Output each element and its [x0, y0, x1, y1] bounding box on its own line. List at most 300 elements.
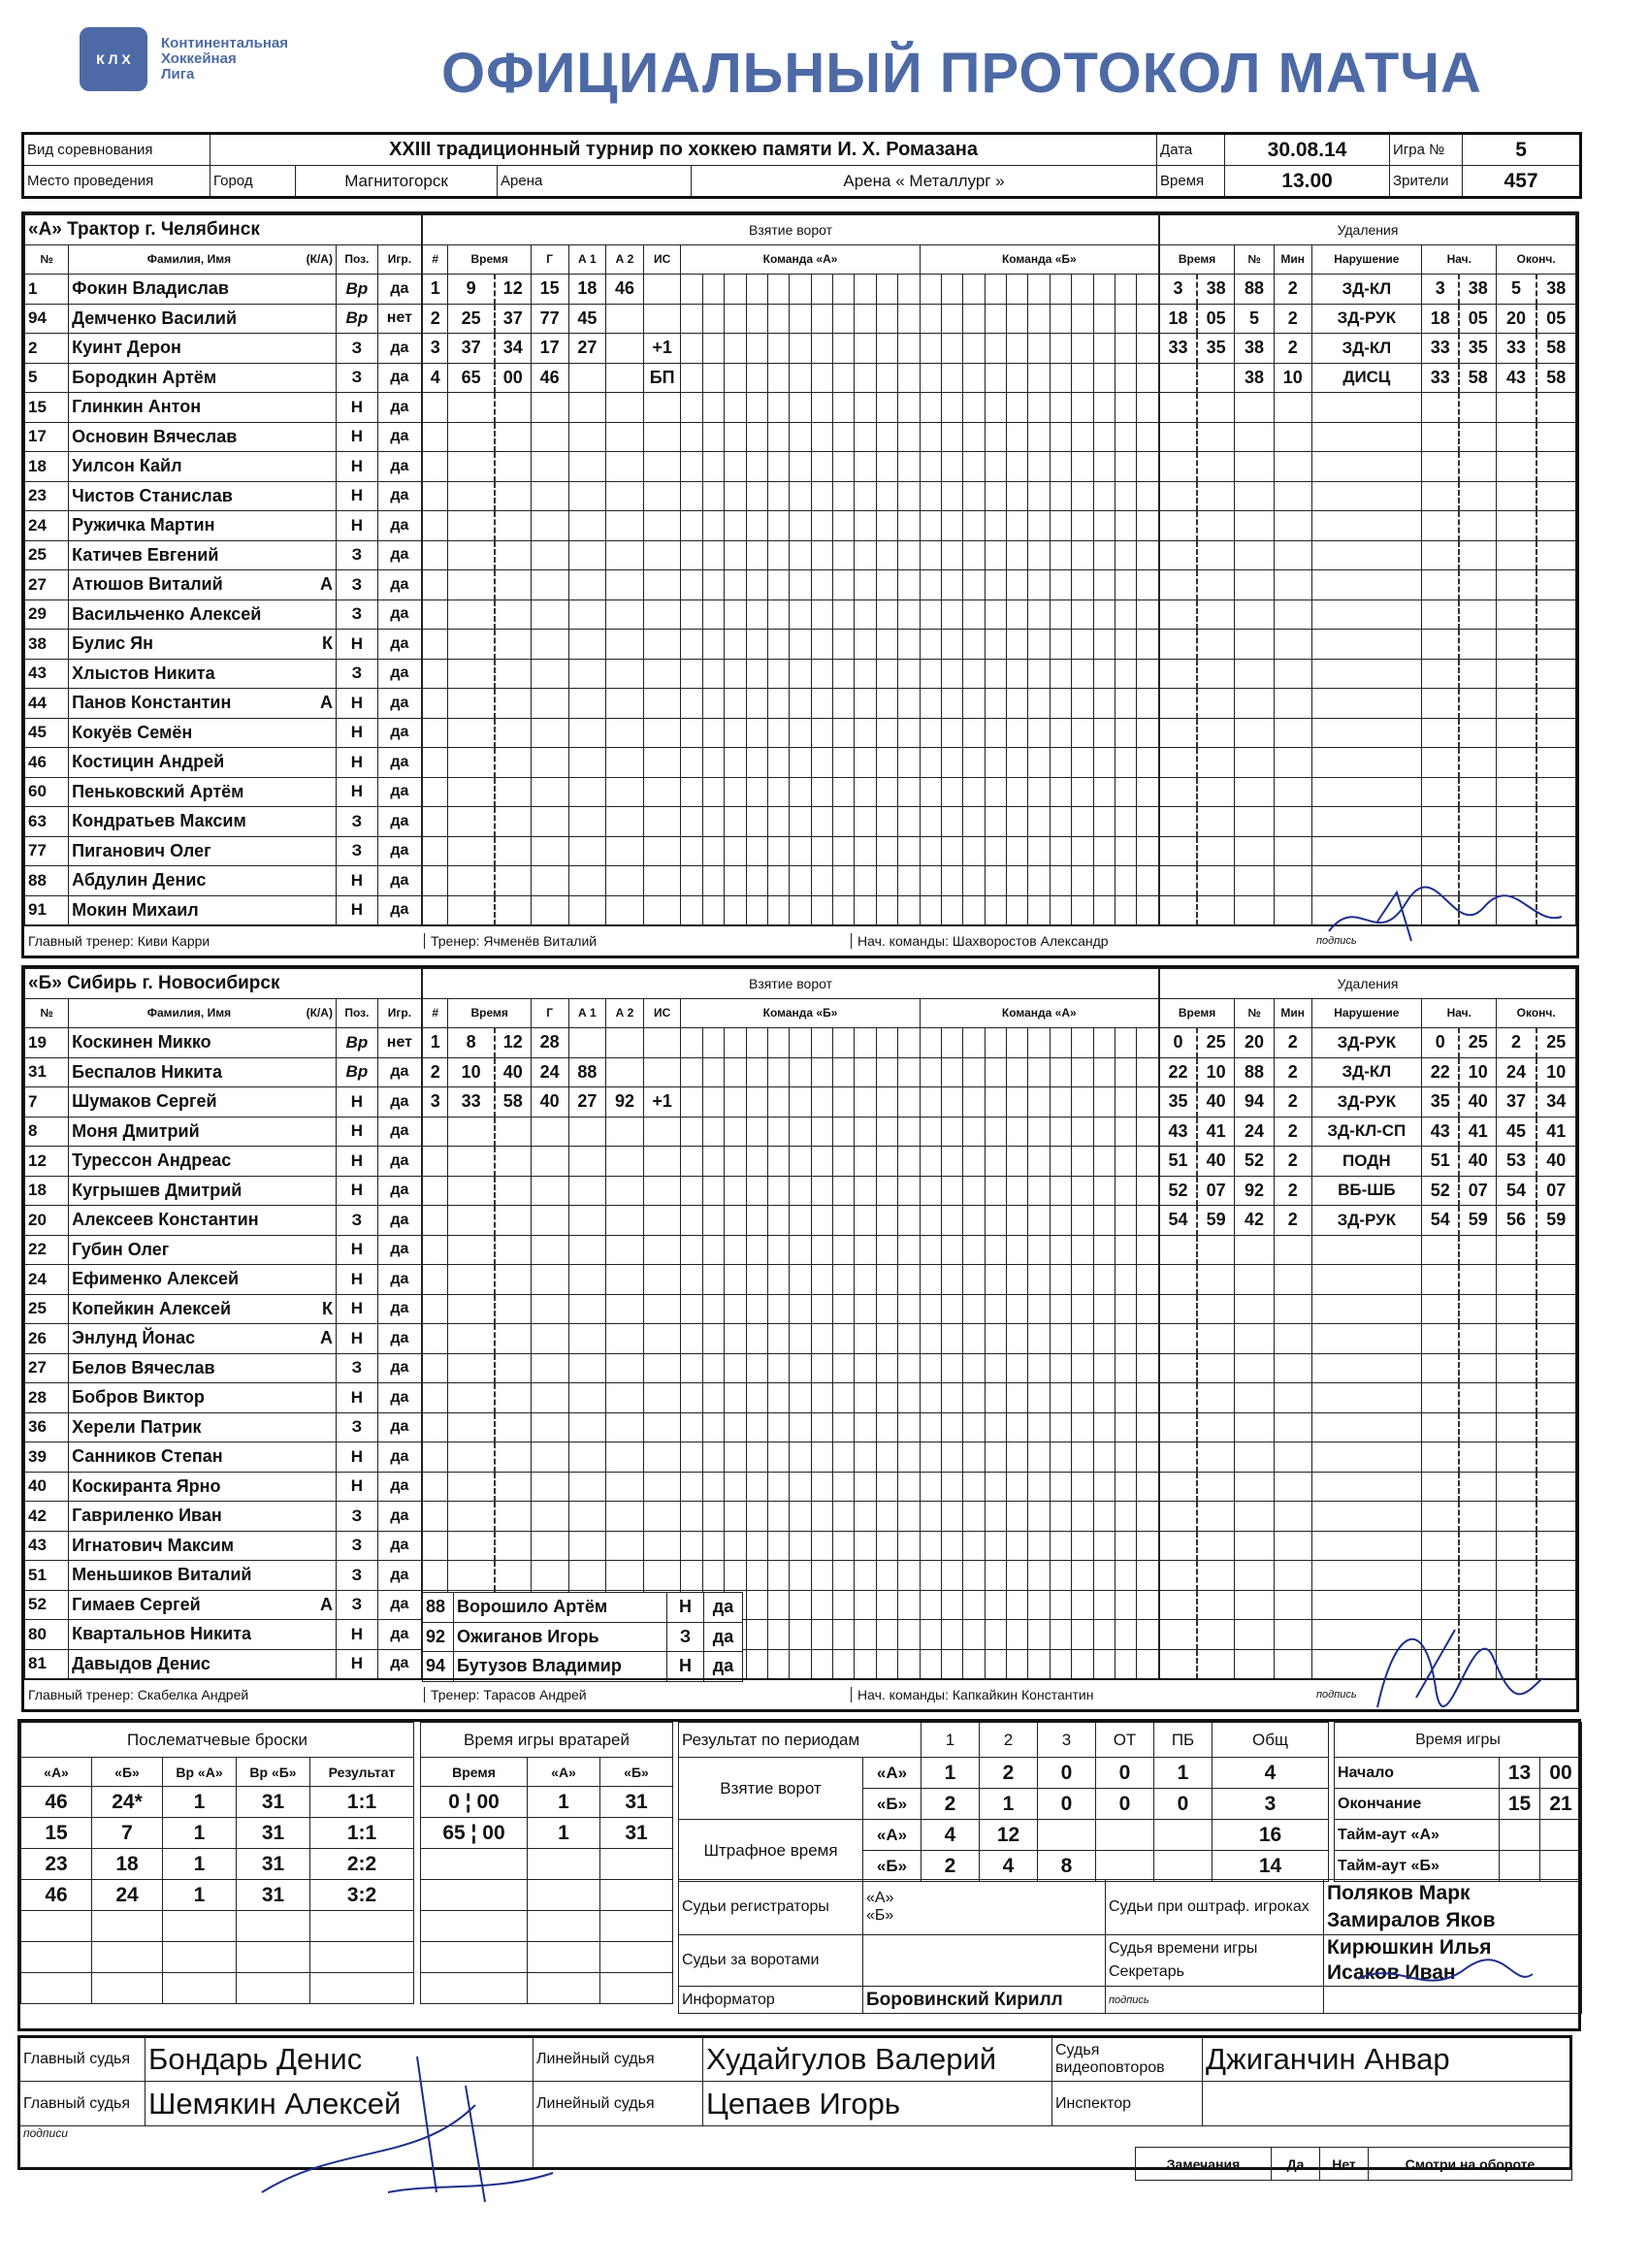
- grid-cell: [767, 1117, 789, 1147]
- grid-cell: [833, 1176, 855, 1206]
- goal-cell: [606, 1324, 644, 1354]
- grid-cell: [898, 1412, 920, 1442]
- penalty-row: [1160, 1087, 1576, 1118]
- grid-cell: [1007, 275, 1028, 305]
- teamB-num-header: №: [25, 998, 69, 1028]
- penalty-row: [1160, 1531, 1576, 1561]
- grid-cell: [681, 1561, 702, 1591]
- penalty-cell: 41: [1459, 1117, 1497, 1147]
- grid-cell: [725, 659, 746, 689]
- penalty-cell: 54: [1422, 1206, 1460, 1236]
- grid-cell: [1050, 689, 1071, 719]
- grid-cell: [920, 630, 941, 660]
- grid-cell: [811, 540, 832, 570]
- player-played: да: [377, 1176, 421, 1206]
- player-name: Белов Вячеслав: [72, 1357, 215, 1377]
- player-number: 81: [25, 1649, 69, 1679]
- grid-cell: [855, 1590, 876, 1620]
- goal-row: [423, 1176, 1159, 1206]
- penalty-cell: [1197, 540, 1235, 570]
- player-position: З: [336, 1590, 377, 1620]
- grid-cell: [725, 304, 746, 334]
- grid-cell: [702, 836, 724, 866]
- goal-cell: 12: [495, 1028, 532, 1058]
- grid-cell: [1115, 1147, 1136, 1177]
- grid-cell: [1115, 1206, 1136, 1236]
- player-name: Копейкин Алексей: [72, 1298, 232, 1318]
- goal-cell: [643, 748, 681, 778]
- period-value: 2: [980, 1758, 1038, 1789]
- player-name-cell: [69, 1353, 337, 1383]
- captain-mark: К: [321, 1298, 333, 1318]
- grid-cell: [1093, 1117, 1115, 1147]
- grid-cell: [790, 689, 811, 719]
- grid-cell: [681, 540, 702, 570]
- grid-cell: [1115, 1294, 1136, 1324]
- grid-cell: [985, 836, 1006, 866]
- grid-cell: [1072, 836, 1093, 866]
- reg-b: «Б»: [866, 1907, 894, 1924]
- penalty-cell: 2: [1274, 1147, 1311, 1177]
- grid-cell: [746, 275, 767, 305]
- video-ref-label: Судья видеоповторов: [1052, 2037, 1203, 2082]
- goalie-time-cell: [421, 1911, 528, 1942]
- penalty-cell: [1235, 1502, 1275, 1532]
- goal-cell: [568, 1383, 606, 1413]
- shootout-cell: 1: [163, 1787, 237, 1818]
- period-value: 12: [980, 1820, 1038, 1851]
- grid-cell: [920, 393, 941, 423]
- shootout-cell: 31: [237, 1849, 310, 1880]
- grid-cell: [855, 807, 876, 837]
- grid-cell: [811, 1472, 832, 1502]
- penalty-cell: [1459, 689, 1497, 719]
- player-position: З: [336, 659, 377, 689]
- grid-cell: [1115, 1028, 1136, 1058]
- player-name-cell: [69, 1057, 337, 1087]
- player-played: да: [377, 1235, 421, 1265]
- grid-cell: [746, 1620, 767, 1650]
- grid-cell: [941, 1265, 962, 1295]
- grid-cell: [985, 866, 1006, 896]
- penalty-cell: [1536, 1353, 1576, 1383]
- player-position: Н: [336, 866, 377, 896]
- player-name-cell: [69, 895, 337, 925]
- grid-cell: [1072, 570, 1093, 600]
- grid-cell: [941, 1502, 962, 1532]
- grid-cell: [811, 481, 832, 511]
- grid-cell: [702, 422, 724, 452]
- penalty-box-judge-2: Замиралов Яков: [1327, 1909, 1496, 1931]
- player-name-cell: [69, 422, 337, 452]
- penalty-cell: [1497, 570, 1536, 600]
- penalty-cell: [1497, 1235, 1536, 1265]
- penalty-cell: [1536, 1442, 1576, 1473]
- grid-cell: [725, 599, 746, 630]
- player-name-cell: [69, 748, 337, 778]
- grid-cell: [790, 275, 811, 305]
- grid-cell: [681, 1353, 702, 1383]
- penalty-cell: [1536, 718, 1576, 748]
- goalie-a: 1: [528, 1818, 600, 1849]
- grid-cell: [941, 895, 962, 925]
- penalty-cell: [1497, 1324, 1536, 1354]
- goal-cell: [531, 393, 568, 423]
- player-name-cell: [69, 836, 337, 866]
- grid-cell: [833, 1057, 855, 1087]
- grid-cell: [876, 1117, 897, 1147]
- penalty-cell: ЗД-РУК: [1311, 304, 1422, 334]
- goal-row: [423, 866, 1159, 896]
- player-name-cell: [69, 1147, 337, 1177]
- player-name: Васильченко Алексей: [72, 603, 262, 624]
- grid-cell: [746, 1235, 767, 1265]
- penalty-cell: [1160, 1442, 1198, 1473]
- penalty-cell: 94: [1235, 1087, 1275, 1118]
- player-position: Н: [336, 895, 377, 925]
- grid-cell: [920, 363, 941, 393]
- penalty-cell: [1197, 1561, 1235, 1591]
- penalty-cell: [1497, 689, 1536, 719]
- goal-row: [423, 422, 1159, 452]
- inspector-label: Инспектор: [1052, 2082, 1203, 2126]
- shootout-cell: 1: [163, 1880, 237, 1911]
- penalty-row: [1160, 659, 1576, 689]
- grid-cell: [681, 1206, 702, 1236]
- grid-cell: [1115, 895, 1136, 925]
- grid-cell: [1093, 540, 1115, 570]
- player-name-cell: [69, 275, 337, 305]
- penalty-cell: [1235, 1590, 1275, 1620]
- period-value: [1154, 1851, 1212, 1882]
- penalty-cell: [1422, 1265, 1460, 1295]
- shootout-row: [21, 1942, 414, 1973]
- grid-cell: [898, 659, 920, 689]
- grid-cell: [790, 511, 811, 541]
- grid-cell: [1007, 599, 1028, 630]
- grid-cell: [702, 1265, 724, 1295]
- penalty-cell: [1235, 895, 1275, 925]
- grid-cell: [681, 393, 702, 423]
- grid-cell: [702, 275, 724, 305]
- grid-cell: [920, 807, 941, 837]
- grid-cell: [941, 1472, 962, 1502]
- goalie-time-title: Время игры вратарей: [421, 1723, 673, 1758]
- penalty-cell: [1160, 452, 1198, 482]
- table-row: [25, 777, 422, 807]
- goal-cell: [531, 1176, 568, 1206]
- grid-cell: [963, 1649, 985, 1679]
- grid-cell: [767, 1383, 789, 1413]
- player-position: Н: [336, 689, 377, 719]
- grid-cell: [746, 895, 767, 925]
- grid-cell: [1093, 1176, 1115, 1206]
- player-position: Н: [336, 630, 377, 660]
- grid-cell: [920, 1442, 941, 1473]
- grid-cell: [681, 748, 702, 778]
- goal-cell: [531, 807, 568, 837]
- penalty-cell: 10: [1536, 1057, 1576, 1087]
- grid-cell: [1072, 777, 1093, 807]
- teamB-pen-end-header: Оконч.: [1497, 998, 1576, 1028]
- player-name: Булис Ян: [72, 633, 153, 654]
- goal-cell: [643, 304, 681, 334]
- grid-cell: [1115, 1176, 1136, 1206]
- player-field: 92: [423, 1622, 454, 1652]
- grid-cell: [1093, 836, 1115, 866]
- grid-cell: [898, 1265, 920, 1295]
- remarks-yes[interactable]: Да: [1272, 2148, 1320, 2181]
- goal-cell: [568, 1294, 606, 1324]
- grid-cell: [1093, 511, 1115, 541]
- grid-cell: [876, 1324, 897, 1354]
- grid-cell: [876, 275, 897, 305]
- penalty-cell: [1536, 481, 1576, 511]
- grid-cell: [725, 1087, 746, 1118]
- penalty-cell: ЗД-РУК: [1311, 1028, 1422, 1058]
- grid-cell: [920, 1561, 941, 1591]
- arena-value: Арена « Металлург »: [692, 166, 1157, 198]
- grid-cell: [725, 1176, 746, 1206]
- grid-cell: [725, 777, 746, 807]
- shootout-cell: [92, 1942, 163, 1973]
- penalty-cell: [1536, 1472, 1576, 1502]
- penalty-cell: 33: [1160, 334, 1198, 364]
- grid-cell: [811, 1383, 832, 1413]
- grid-cell: [702, 866, 724, 896]
- penalty-cell: [1497, 1294, 1536, 1324]
- grid-cell: [1093, 1265, 1115, 1295]
- player-name-cell: [69, 630, 337, 660]
- penalty-row: [1160, 718, 1576, 748]
- grid-cell: [1028, 481, 1050, 511]
- linesman-label-1: Линейный судья: [534, 2037, 703, 2082]
- goal-cell: [643, 1383, 681, 1413]
- grid-cell: [876, 777, 897, 807]
- player-name: Атюшов Виталий: [72, 574, 223, 595]
- grid-cell: [811, 599, 832, 630]
- penalty-cell: [1197, 1472, 1235, 1502]
- penalty-cell: 5: [1497, 275, 1536, 305]
- goal-cell: [531, 718, 568, 748]
- grid-cell: [876, 1620, 897, 1650]
- goal-row: [423, 1353, 1159, 1383]
- grid-cell: [1137, 807, 1159, 837]
- grid-cell: [702, 481, 724, 511]
- team-label: «А»: [863, 1820, 922, 1851]
- grid-cell: [898, 1028, 920, 1058]
- player-position: Н: [336, 1324, 377, 1354]
- penalty-cell: 2: [1497, 1028, 1536, 1058]
- grid-cell: [1115, 1265, 1136, 1295]
- grid-cell: [1093, 363, 1115, 393]
- grid-cell: [811, 659, 832, 689]
- grid-cell: [1115, 1442, 1136, 1473]
- penalty-cell: [1197, 866, 1235, 896]
- penalty-cell: [1235, 1235, 1275, 1265]
- grid-cell: [898, 1324, 920, 1354]
- grid-cell: [833, 659, 855, 689]
- grid-cell: [681, 689, 702, 719]
- penalty-cell: 43: [1160, 1117, 1198, 1147]
- grid-cell: [898, 481, 920, 511]
- teamA-pen-title: Удаления: [1160, 215, 1576, 245]
- grid-cell: [985, 1235, 1006, 1265]
- grid-cell: [855, 777, 876, 807]
- grid-cell: [811, 1265, 832, 1295]
- player-name-cell: [69, 1590, 337, 1620]
- player-name: Глинкин Антон: [72, 397, 202, 417]
- goal-cell: [568, 452, 606, 482]
- goal-cell: 9: [448, 275, 495, 305]
- goal-cell: [495, 570, 532, 600]
- grid-cell: [920, 304, 941, 334]
- penalty-cell: [1311, 540, 1422, 570]
- grid-cell: [1137, 1561, 1159, 1591]
- grid-cell: [985, 481, 1006, 511]
- grid-cell: [1028, 304, 1050, 334]
- grid-cell: [746, 1649, 767, 1679]
- grid-cell: [1137, 422, 1159, 452]
- grid-cell: [681, 807, 702, 837]
- goal-cell: [423, 599, 448, 630]
- penalty-cell: [1274, 1235, 1311, 1265]
- penalty-cell: [1311, 748, 1422, 778]
- goal-cell: [643, 1117, 681, 1147]
- grid-cell: [746, 1442, 767, 1473]
- grid-cell: [1072, 1235, 1093, 1265]
- grid-cell: [1007, 1294, 1028, 1324]
- grid-cell: [898, 718, 920, 748]
- player-played: да: [377, 895, 421, 925]
- player-name: Гимаев Сергей: [72, 1594, 201, 1614]
- grid-cell: [833, 393, 855, 423]
- goal-cell: [643, 1472, 681, 1502]
- goal-cell: [643, 777, 681, 807]
- grid-cell: [1072, 1531, 1093, 1561]
- grid-cell: [1093, 1206, 1115, 1236]
- goal-cell: 4: [423, 363, 448, 393]
- grid-cell: [1072, 1057, 1093, 1087]
- goal-cell: [495, 630, 532, 660]
- grid-cell: [1137, 1531, 1159, 1561]
- start-label: Начало: [1335, 1758, 1500, 1789]
- grid-cell: [1028, 1028, 1050, 1058]
- goal-cell: [495, 1235, 532, 1265]
- penalty-cell: [1197, 481, 1235, 511]
- start-hour: 13: [1500, 1758, 1540, 1789]
- player-field: да: [704, 1622, 743, 1652]
- goal-cell: [531, 1294, 568, 1324]
- penalty-cell: [1311, 1353, 1422, 1383]
- grid-cell: [963, 866, 985, 896]
- penalty-cell: [1497, 1353, 1536, 1383]
- grid-cell: [985, 570, 1006, 600]
- player-name: Пеньковский Артём: [72, 781, 244, 801]
- grid-cell: [1137, 1412, 1159, 1442]
- grid-cell: [920, 1176, 941, 1206]
- grid-cell: [1050, 1057, 1071, 1087]
- grid-cell: [790, 1206, 811, 1236]
- player-position: Н: [336, 748, 377, 778]
- grid-cell: [876, 1590, 897, 1620]
- shootout-row: [21, 1849, 414, 1880]
- shootout-cell: [310, 1942, 414, 1973]
- grid-cell: [1072, 1590, 1093, 1620]
- goal-cell: [606, 807, 644, 837]
- grid-cell: [1137, 511, 1159, 541]
- shootout-title: Послематчевые броски: [21, 1723, 414, 1758]
- grid-cell: [985, 1531, 1006, 1561]
- penalty-cell: [1497, 1531, 1536, 1561]
- goal-row: [423, 1412, 1159, 1442]
- remarks-no[interactable]: Нет: [1320, 2148, 1369, 2181]
- grid-cell: [941, 363, 962, 393]
- player-number: 39: [25, 1442, 69, 1473]
- end-min: 21: [1540, 1789, 1582, 1820]
- goalie-a: [528, 1911, 600, 1942]
- grid-cell: [1137, 748, 1159, 778]
- grid-cell: [746, 511, 767, 541]
- grid-cell: [1137, 570, 1159, 600]
- player-played: да: [377, 1057, 421, 1087]
- grid-cell: [767, 689, 789, 719]
- grid-cell: [767, 1561, 789, 1591]
- table-row: [25, 630, 422, 660]
- penalty-cell: [1311, 481, 1422, 511]
- grid-cell: [985, 1176, 1006, 1206]
- goal-row: [423, 1294, 1159, 1324]
- shootout-cell: 31: [237, 1880, 310, 1911]
- penalty-cell: [1160, 1265, 1198, 1295]
- goal-cell: [448, 599, 495, 630]
- grid-cell: [963, 630, 985, 660]
- grid-cell: [811, 452, 832, 482]
- date-label: Дата: [1157, 134, 1225, 166]
- goal-cell: [531, 1502, 568, 1532]
- player-played: да: [377, 1649, 421, 1679]
- grid-cell: [898, 689, 920, 719]
- penalty-cell: [1235, 866, 1275, 896]
- grid-cell: [876, 1353, 897, 1383]
- penalty-cell: [1459, 599, 1497, 630]
- grid-cell: [1093, 1502, 1115, 1532]
- player-name-cell: [69, 718, 337, 748]
- goal-cell: [568, 1472, 606, 1502]
- penalty-cell: 22: [1160, 1057, 1198, 1087]
- penalty-cell: [1311, 393, 1422, 423]
- grid-cell: [1050, 895, 1071, 925]
- grid-cell: [681, 836, 702, 866]
- penalty-cell: 43: [1422, 1117, 1460, 1147]
- period-value: 1: [980, 1789, 1038, 1820]
- grid-cell: [1007, 363, 1028, 393]
- penalty-cell: [1459, 1442, 1497, 1473]
- grid-cell: [920, 1590, 941, 1620]
- team-b-chief: Капкайкин Константин: [952, 1687, 1094, 1702]
- grid-cell: [1072, 511, 1093, 541]
- grid-cell: [811, 718, 832, 748]
- shootout-row: [21, 1787, 414, 1818]
- grid-cell: [963, 1561, 985, 1591]
- grid-cell: [681, 570, 702, 600]
- grid-cell: [941, 1353, 962, 1383]
- grid-cell: [767, 630, 789, 660]
- grid-cell: [941, 1087, 962, 1118]
- grid-cell: [1093, 807, 1115, 837]
- teamB-situation-header: ИС: [643, 998, 681, 1028]
- grid-cell: [963, 422, 985, 452]
